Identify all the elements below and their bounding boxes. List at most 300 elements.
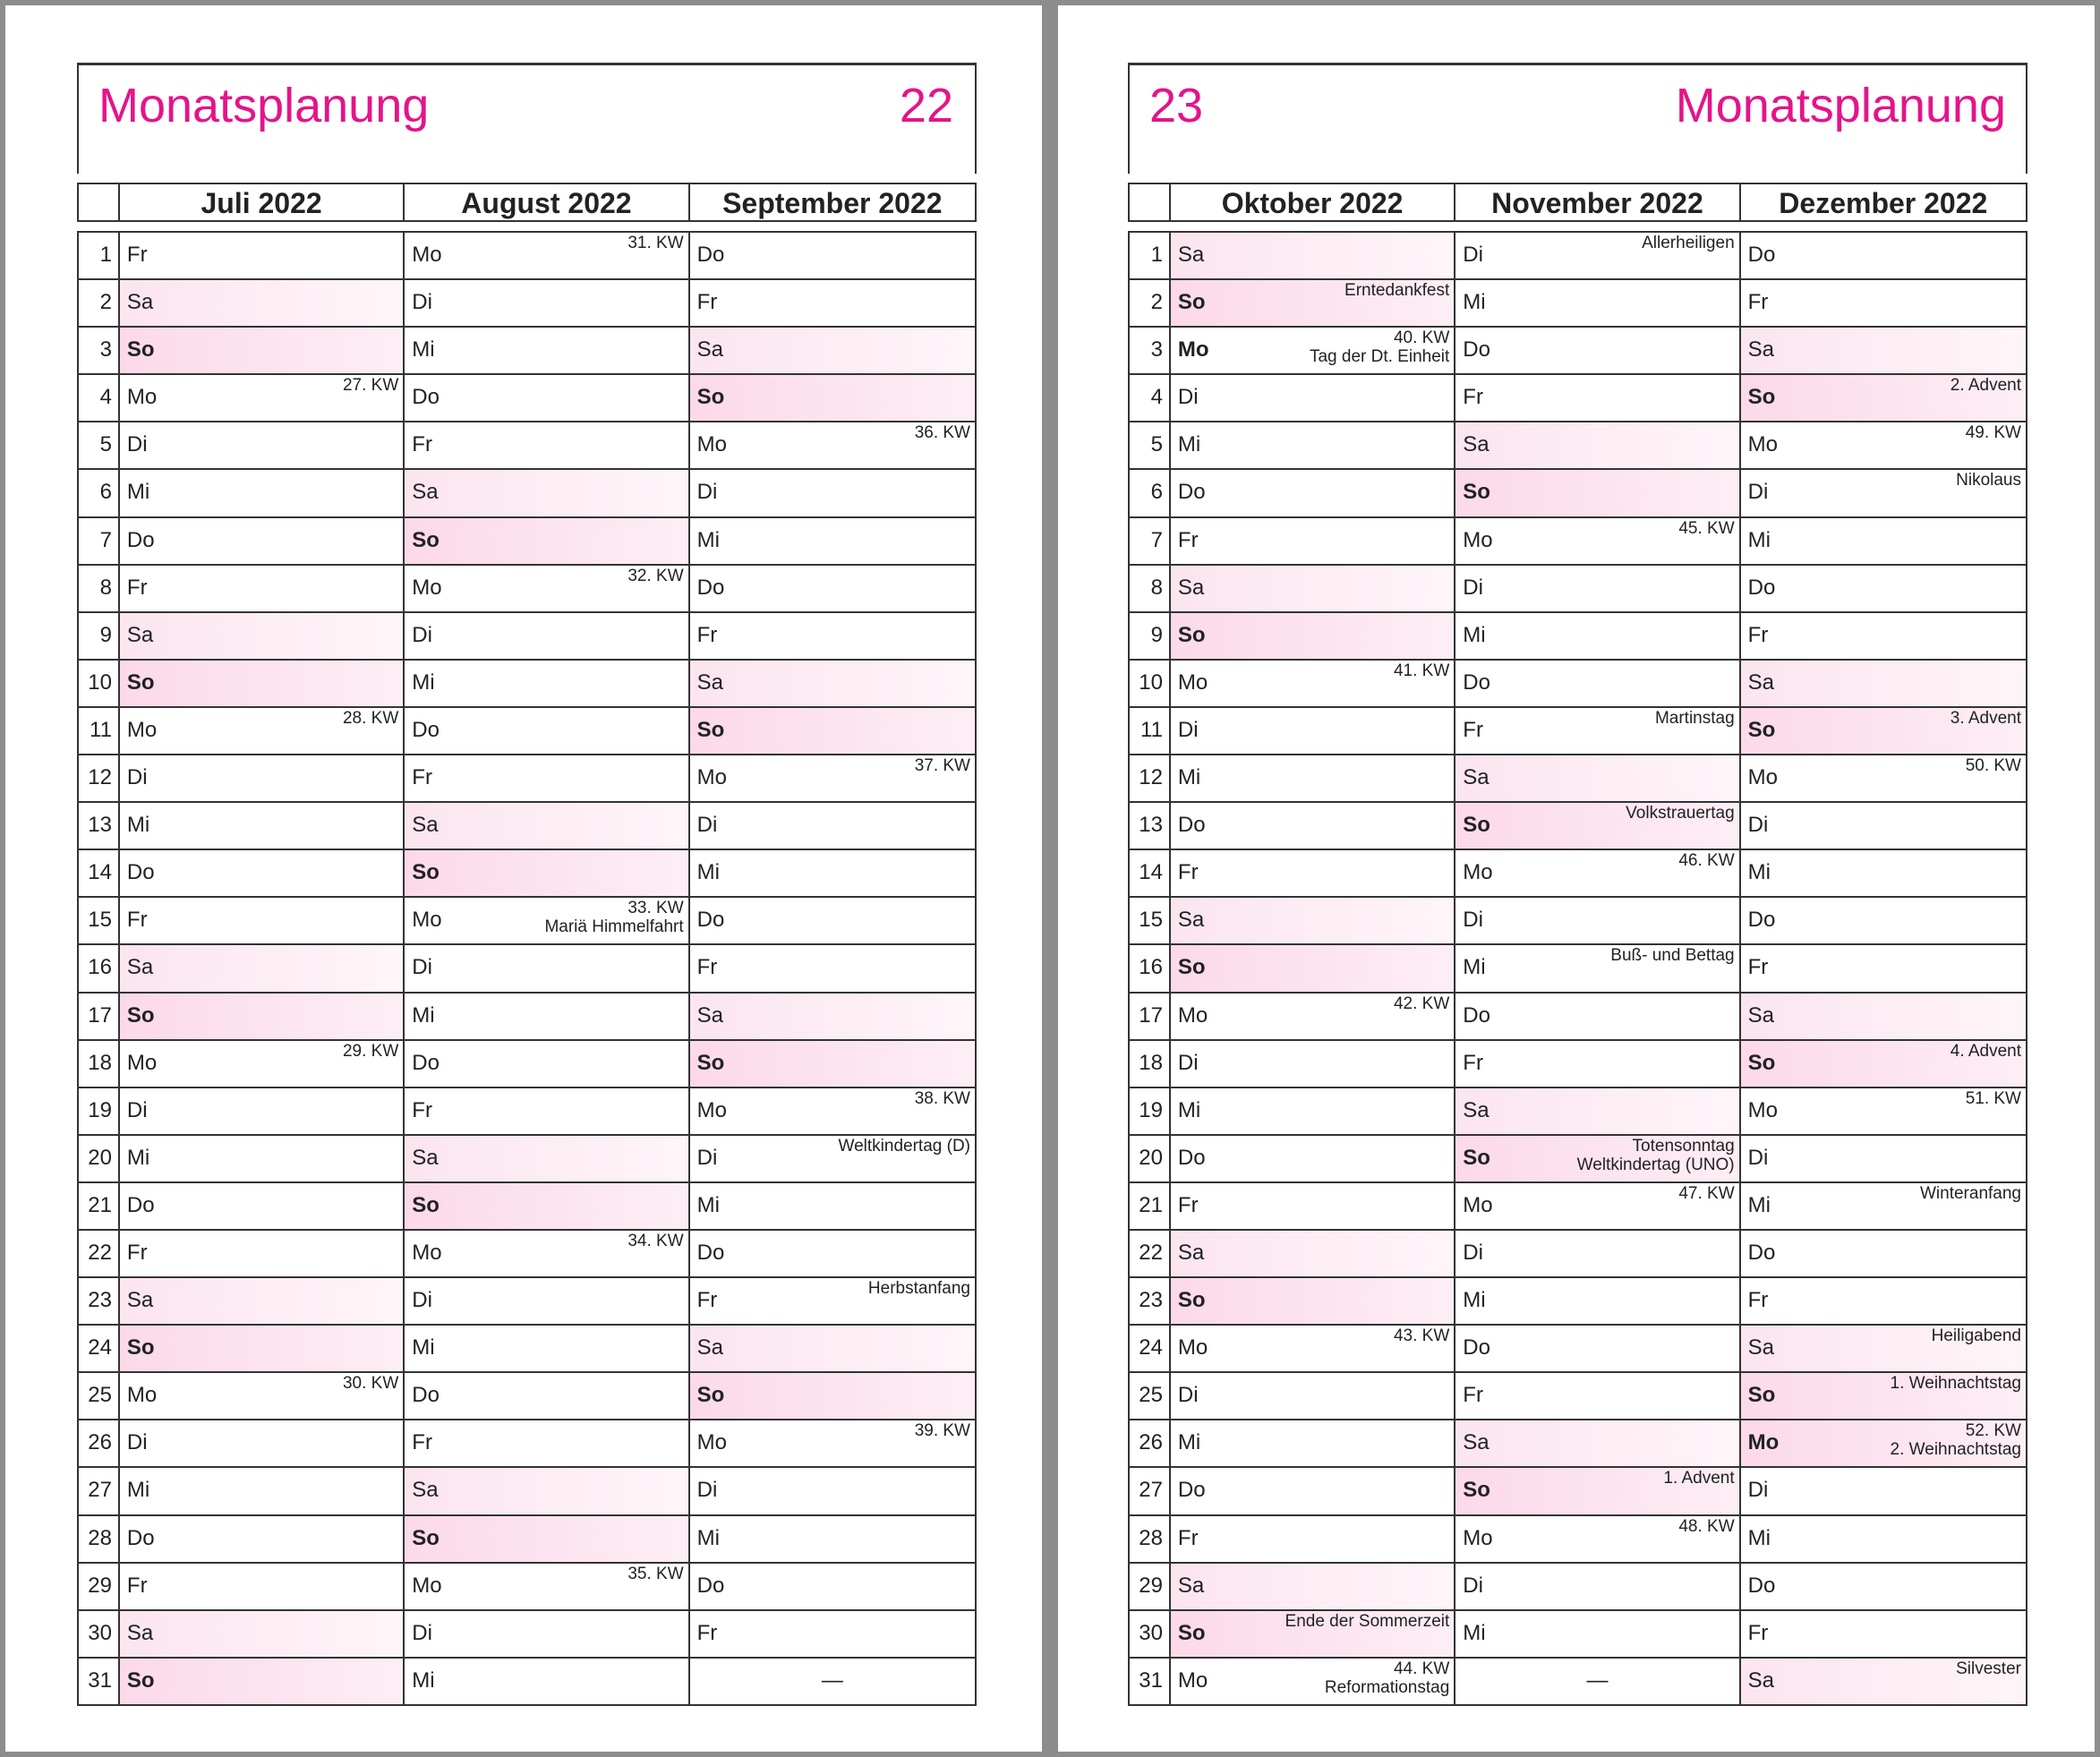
day-cell[interactable] [1741, 708, 2026, 754]
day-cell[interactable] [120, 470, 405, 516]
day-row [1130, 708, 2026, 755]
day-cell[interactable] [1741, 470, 2026, 516]
day-cell[interactable] [1171, 1611, 1455, 1657]
day-cell[interactable] [120, 1564, 405, 1609]
day-cell[interactable] [120, 613, 405, 659]
day-cell[interactable] [1455, 470, 1740, 516]
day-row [79, 1183, 975, 1231]
weekday-label: Fr [412, 1097, 432, 1122]
day-cell[interactable] [1741, 994, 2026, 1039]
day-cell[interactable] [405, 1516, 689, 1562]
day-cell[interactable] [1455, 280, 1740, 326]
weekday-label: Mo [696, 1097, 727, 1122]
day-cell[interactable] [1171, 470, 1455, 516]
day-cell[interactable] [1171, 661, 1455, 706]
day-cell[interactable] [1741, 280, 2026, 326]
day-cell[interactable] [1171, 1278, 1455, 1324]
day-cell[interactable] [1171, 1564, 1455, 1609]
day-note: 28. KW [342, 708, 399, 728]
day-number: 2 [79, 280, 120, 326]
day-cell[interactable] [690, 375, 975, 421]
day-number: 1 [1130, 233, 1171, 278]
weekday-label: Mo [1177, 1335, 1208, 1360]
weekday-label: Fr [1747, 290, 1769, 315]
day-cell[interactable] [1171, 375, 1455, 421]
day-cell[interactable] [1455, 1231, 1740, 1276]
weekday-label: Sa [1177, 575, 1205, 600]
day-cell[interactable] [1455, 1088, 1740, 1134]
day-cell[interactable] [1171, 1136, 1455, 1181]
day-cell[interactable] [1171, 945, 1455, 991]
day-cell[interactable] [1171, 755, 1455, 801]
day-cell[interactable] [1455, 375, 1740, 421]
day-cell[interactable] [1455, 1611, 1740, 1657]
day-cell[interactable] [690, 661, 975, 706]
day-cell[interactable] [690, 1326, 975, 1371]
day-cell[interactable] [690, 1088, 975, 1134]
day-cell[interactable] [120, 566, 405, 611]
day-note: 1. Advent [1663, 1469, 1735, 1488]
day-cell[interactable] [690, 755, 975, 801]
day-number: 23 [1130, 1278, 1171, 1324]
weekday-label: Fr [126, 1573, 148, 1598]
weekday-label: Fr [1463, 717, 1483, 742]
day-row [79, 945, 975, 993]
day-cell[interactable] [405, 1278, 689, 1324]
day-cell[interactable] [120, 994, 405, 1039]
day-number: 2 [1130, 280, 1171, 326]
day-cell[interactable] [405, 1088, 689, 1134]
day-cell[interactable] [1455, 898, 1740, 943]
day-number: 29 [79, 1564, 120, 1609]
day-cell[interactable] [120, 518, 405, 564]
day-cell[interactable] [1171, 566, 1455, 611]
weekday-label: Do [1463, 1335, 1490, 1360]
day-number: 8 [79, 566, 120, 611]
weekday-label: Mi [1463, 290, 1486, 315]
day-cell[interactable] [1741, 613, 2026, 659]
day-cell[interactable] [405, 708, 689, 754]
day-number: 9 [1130, 613, 1171, 659]
weekday-label: Mi [696, 527, 720, 552]
day-cell[interactable] [405, 1611, 689, 1657]
weekday-label: Di [1177, 717, 1199, 742]
day-row [1130, 1278, 2026, 1326]
month-planner [1128, 183, 2027, 1706]
weekday-label: Mi [1177, 1097, 1201, 1122]
day-cell[interactable] [1455, 803, 1740, 849]
day-cell[interactable] [1171, 422, 1455, 468]
day-cell[interactable] [1455, 1136, 1740, 1181]
day-cell[interactable] [1455, 1468, 1740, 1514]
day-note: Herbstanfang [867, 1279, 970, 1299]
day-cell[interactable] [1455, 1516, 1740, 1562]
weekday-label: Di [126, 1097, 148, 1122]
day-cell[interactable] [120, 1136, 405, 1181]
day-cell[interactable] [690, 328, 975, 373]
day-cell[interactable] [1741, 328, 2026, 373]
day-cell[interactable] [120, 1468, 405, 1514]
day-note: 34. KW [627, 1231, 684, 1250]
day-cell[interactable] [1171, 708, 1455, 754]
day-cell[interactable] [690, 613, 975, 659]
day-cell[interactable] [1741, 1564, 2026, 1609]
day-cell[interactable] [690, 803, 975, 849]
day-cell[interactable] [120, 1420, 405, 1466]
day-cell[interactable] [1741, 518, 2026, 564]
day-cell[interactable] [1171, 280, 1455, 326]
day-row [79, 1136, 975, 1183]
day-cell[interactable] [1741, 755, 2026, 801]
day-cell[interactable] [1171, 1088, 1455, 1134]
day-cell[interactable] [690, 233, 975, 278]
day-cell[interactable] [690, 945, 975, 991]
weekday-label: So [412, 860, 440, 885]
weekday-label: Do [1747, 908, 1776, 933]
day-cell[interactable] [1455, 755, 1740, 801]
weekday-label: Mi [1177, 765, 1201, 790]
day-cell[interactable] [1741, 850, 2026, 896]
day-cell[interactable] [690, 1659, 975, 1704]
day-cell[interactable] [1171, 1659, 1455, 1704]
day-cell[interactable] [690, 1278, 975, 1324]
weekday-label: Mo [1177, 670, 1208, 695]
day-number: 14 [79, 850, 120, 896]
day-cell[interactable] [690, 708, 975, 754]
day-cell[interactable] [1171, 1183, 1455, 1229]
day-cell[interactable] [120, 898, 405, 943]
weekday-label: Mo [126, 385, 158, 410]
day-cell[interactable] [690, 1136, 975, 1181]
weekday-label: Di [126, 765, 148, 790]
weekday-label: Do [1177, 1478, 1206, 1503]
day-cell[interactable] [120, 1041, 405, 1087]
day-cell[interactable] [1455, 1659, 1740, 1704]
day-cell[interactable] [1455, 994, 1740, 1039]
day-number: 31 [1130, 1659, 1171, 1704]
day-cell[interactable] [405, 1420, 689, 1466]
day-cell[interactable] [120, 328, 405, 373]
weekday-label: Sa [1747, 1335, 1774, 1360]
day-row [79, 708, 975, 755]
day-cell[interactable] [405, 566, 689, 611]
day-cell[interactable] [405, 1659, 689, 1704]
weekday-label: So [1177, 955, 1206, 980]
day-cell[interactable] [1741, 1659, 2026, 1704]
weekday-label: Di [696, 1478, 718, 1503]
day-cell[interactable] [1741, 1468, 2026, 1514]
day-cell[interactable] [1741, 945, 2026, 991]
day-cell[interactable] [405, 1373, 689, 1419]
day-cell[interactable] [1455, 613, 1740, 659]
weekday-label: Sa [1747, 670, 1774, 695]
day-cell[interactable] [1741, 1516, 2026, 1562]
day-cell[interactable] [690, 994, 975, 1039]
day-cell[interactable] [1455, 661, 1740, 706]
day-cell[interactable] [1455, 518, 1740, 564]
day-cell[interactable] [690, 1231, 975, 1276]
day-row [1130, 613, 2026, 661]
day-cell[interactable] [405, 470, 689, 516]
day-cell[interactable] [120, 1611, 405, 1657]
day-row [79, 1564, 975, 1611]
day-note: 31. KW [627, 234, 684, 252]
day-cell[interactable] [1455, 945, 1740, 991]
day-cell[interactable] [120, 422, 405, 468]
day-cell[interactable] [405, 1326, 689, 1371]
weekday-label: Sa [1463, 432, 1490, 457]
weekday-label: Sa [1747, 337, 1774, 362]
weekday-label: So [696, 1383, 725, 1408]
day-cell[interactable] [1455, 1564, 1740, 1609]
day-cell[interactable] [405, 994, 689, 1039]
day-cell[interactable] [690, 1516, 975, 1562]
day-cell[interactable] [405, 661, 689, 706]
day-cell[interactable] [405, 328, 689, 373]
day-cell[interactable] [690, 850, 975, 896]
day-cell[interactable] [1171, 898, 1455, 943]
day-cell[interactable] [1171, 233, 1455, 278]
day-cell[interactable] [690, 1611, 975, 1657]
day-cell[interactable] [1171, 518, 1455, 564]
day-cell[interactable] [1171, 1326, 1455, 1371]
day-cell[interactable] [1741, 1183, 2026, 1229]
day-cell[interactable] [405, 1136, 689, 1181]
day-row [79, 1088, 975, 1136]
day-cell[interactable] [1741, 1231, 2026, 1276]
day-cell[interactable] [1455, 708, 1740, 754]
day-cell[interactable] [120, 1516, 405, 1562]
day-cell[interactable] [120, 661, 405, 706]
day-cell[interactable] [1171, 1373, 1455, 1419]
day-cell[interactable] [1455, 1373, 1740, 1419]
day-cell[interactable] [1171, 803, 1455, 849]
day-cell[interactable] [120, 1183, 405, 1229]
day-cell[interactable] [690, 518, 975, 564]
day-cell[interactable] [120, 280, 405, 326]
day-cell[interactable] [690, 1183, 975, 1229]
day-cell[interactable] [120, 755, 405, 801]
weekday-label: Fr [126, 575, 148, 600]
day-cell[interactable] [1741, 1136, 2026, 1181]
day-cell[interactable] [690, 1564, 975, 1609]
day-row [1130, 328, 2026, 375]
weekday-label: Di [1463, 908, 1483, 933]
day-cell[interactable] [120, 803, 405, 849]
day-cell[interactable] [690, 1468, 975, 1514]
day-cell[interactable] [1455, 1041, 1740, 1087]
day-cell[interactable] [1741, 1611, 2026, 1657]
day-cell[interactable] [405, 233, 689, 278]
day-cell[interactable] [690, 1420, 975, 1466]
day-cell[interactable] [405, 1041, 689, 1087]
page-header [1128, 63, 2027, 174]
day-cell[interactable] [405, 803, 689, 849]
weekday-label: Fr [126, 1240, 148, 1265]
weekday-label: Sa [126, 290, 154, 315]
weekday-label: Mo [126, 717, 158, 742]
day-cell[interactable] [1171, 1468, 1455, 1514]
day-cell[interactable] [1741, 375, 2026, 421]
day-cell[interactable] [1455, 1326, 1740, 1371]
weekday-label: Fr [1177, 1525, 1199, 1550]
day-cell[interactable] [1171, 1420, 1455, 1466]
weekday-label: Di [1463, 1240, 1483, 1265]
weekday-label: Fr [126, 243, 148, 267]
day-cell[interactable] [405, 375, 689, 421]
day-cell[interactable] [690, 470, 975, 516]
day-cell[interactable] [405, 280, 689, 326]
day-cell[interactable] [690, 1373, 975, 1419]
weekday-label: Fr [1747, 955, 1769, 980]
day-note: 48. KW [1678, 1516, 1735, 1536]
day-cell[interactable] [405, 1183, 689, 1229]
day-cell[interactable] [1171, 328, 1455, 373]
weekday-label: Mi [1177, 1430, 1201, 1455]
day-number: 7 [1130, 518, 1171, 564]
day-cell[interactable] [120, 375, 405, 421]
day-cell[interactable] [690, 1041, 975, 1087]
day-cell[interactable] [1741, 898, 2026, 943]
day-note: 39. KW [914, 1421, 970, 1441]
day-cell[interactable] [1455, 1420, 1740, 1466]
day-cell[interactable] [405, 518, 689, 564]
day-cell[interactable] [1741, 1088, 2026, 1134]
day-cell[interactable] [1171, 994, 1455, 1039]
weekday-label: So [1177, 1620, 1206, 1645]
day-cell[interactable] [120, 233, 405, 278]
weekday-label: So [1463, 1145, 1490, 1170]
day-row [79, 566, 975, 613]
day-cell[interactable] [120, 1326, 405, 1371]
page-title: Monatsplanung [98, 79, 430, 132]
day-cell[interactable] [1455, 566, 1740, 611]
weekday-label: Do [412, 385, 440, 410]
day-number: 19 [79, 1088, 120, 1134]
day-cell[interactable] [405, 945, 689, 991]
day-row [1130, 518, 2026, 566]
day-cell[interactable] [120, 1088, 405, 1134]
day-number: 22 [1130, 1231, 1171, 1276]
day-cell[interactable] [1455, 233, 1740, 278]
day-cell[interactable] [1455, 328, 1740, 373]
day-number: 12 [79, 755, 120, 801]
weekday-label: Do [696, 243, 725, 267]
day-cell[interactable] [1741, 422, 2026, 468]
day-cell[interactable] [405, 613, 689, 659]
day-number: 23 [79, 1278, 120, 1324]
day-row [1130, 1231, 2026, 1278]
day-cell[interactable] [1171, 850, 1455, 896]
weekday-label: Sa [1463, 1097, 1490, 1122]
day-cell[interactable] [405, 1231, 689, 1276]
weekday-label: So [126, 1002, 155, 1028]
day-row [1130, 755, 2026, 803]
day-note: Silvester [1956, 1659, 2021, 1678]
weekday-label: So [1747, 385, 1776, 410]
day-cell[interactable] [1741, 661, 2026, 706]
day-cell[interactable] [690, 280, 975, 326]
day-cell[interactable] [1741, 803, 2026, 849]
day-row [1130, 803, 2026, 850]
weekday-label: Sa [126, 1288, 154, 1313]
weekday-label: Fr [1747, 1620, 1769, 1645]
day-cell[interactable] [1741, 1041, 2026, 1087]
day-row [79, 755, 975, 803]
day-cell[interactable] [690, 898, 975, 943]
weekday-label: Fr [696, 290, 718, 315]
day-cell[interactable] [1455, 422, 1740, 468]
day-cell[interactable] [405, 850, 689, 896]
day-number: 13 [1130, 803, 1171, 849]
weekday-label: Mo [412, 908, 442, 933]
weekday-label: Sa [1177, 908, 1205, 933]
day-cell[interactable] [1741, 1326, 2026, 1371]
day-cell[interactable] [120, 1373, 405, 1419]
day-cell[interactable] [405, 755, 689, 801]
weekday-label: Mi [1177, 432, 1201, 457]
day-cell[interactable] [690, 566, 975, 611]
weekday-label: So [126, 670, 155, 695]
day-cell[interactable] [690, 422, 975, 468]
day-cell[interactable] [120, 1278, 405, 1324]
day-cell[interactable] [1455, 1278, 1740, 1324]
weekday-label: Mi [412, 670, 435, 695]
day-cell[interactable] [405, 898, 689, 943]
day-note: Nikolaus [1956, 471, 2021, 490]
day-cell[interactable] [120, 708, 405, 754]
day-cell[interactable] [1171, 1231, 1455, 1276]
day-cell[interactable] [1455, 1183, 1740, 1229]
day-grid [77, 231, 977, 1706]
day-cell[interactable] [1171, 613, 1455, 659]
weekday-label: Di [412, 622, 432, 647]
day-number: 3 [1130, 328, 1171, 373]
weekday-label: Fr [696, 622, 718, 647]
day-row [79, 1420, 975, 1468]
day-note: 50. KW [1965, 756, 2021, 776]
weekday-label: Sa [696, 337, 723, 362]
day-row [1130, 1468, 2026, 1515]
day-row [1130, 1088, 2026, 1136]
day-note: 38. KW [914, 1088, 970, 1108]
day-cell[interactable] [1741, 1278, 2026, 1324]
day-cell[interactable] [405, 422, 689, 468]
day-number: 21 [79, 1183, 120, 1229]
day-cell[interactable] [120, 850, 405, 896]
day-cell[interactable] [120, 1231, 405, 1276]
day-cell[interactable] [1741, 1373, 2026, 1419]
day-number: 18 [1130, 1041, 1171, 1087]
day-cell[interactable] [1171, 1041, 1455, 1087]
day-cell[interactable] [405, 1468, 689, 1514]
weekday-label: So [412, 1525, 440, 1550]
month-header-row [1128, 183, 2027, 222]
day-cell[interactable] [1741, 233, 2026, 278]
day-note: 51. KW [1965, 1088, 2021, 1108]
day-cell[interactable] [405, 1564, 689, 1609]
day-cell[interactable] [120, 1659, 405, 1704]
day-row [79, 470, 975, 517]
day-cell[interactable] [1171, 1516, 1455, 1562]
day-cell[interactable] [1455, 850, 1740, 896]
weekday-label: Mi [412, 1667, 435, 1693]
day-cell[interactable] [120, 945, 405, 991]
day-cell[interactable] [1741, 566, 2026, 611]
month-title: Oktober 2022 [1171, 184, 1455, 220]
day-cell[interactable] [1741, 1420, 2026, 1466]
weekday-label: Mi [412, 1335, 435, 1360]
